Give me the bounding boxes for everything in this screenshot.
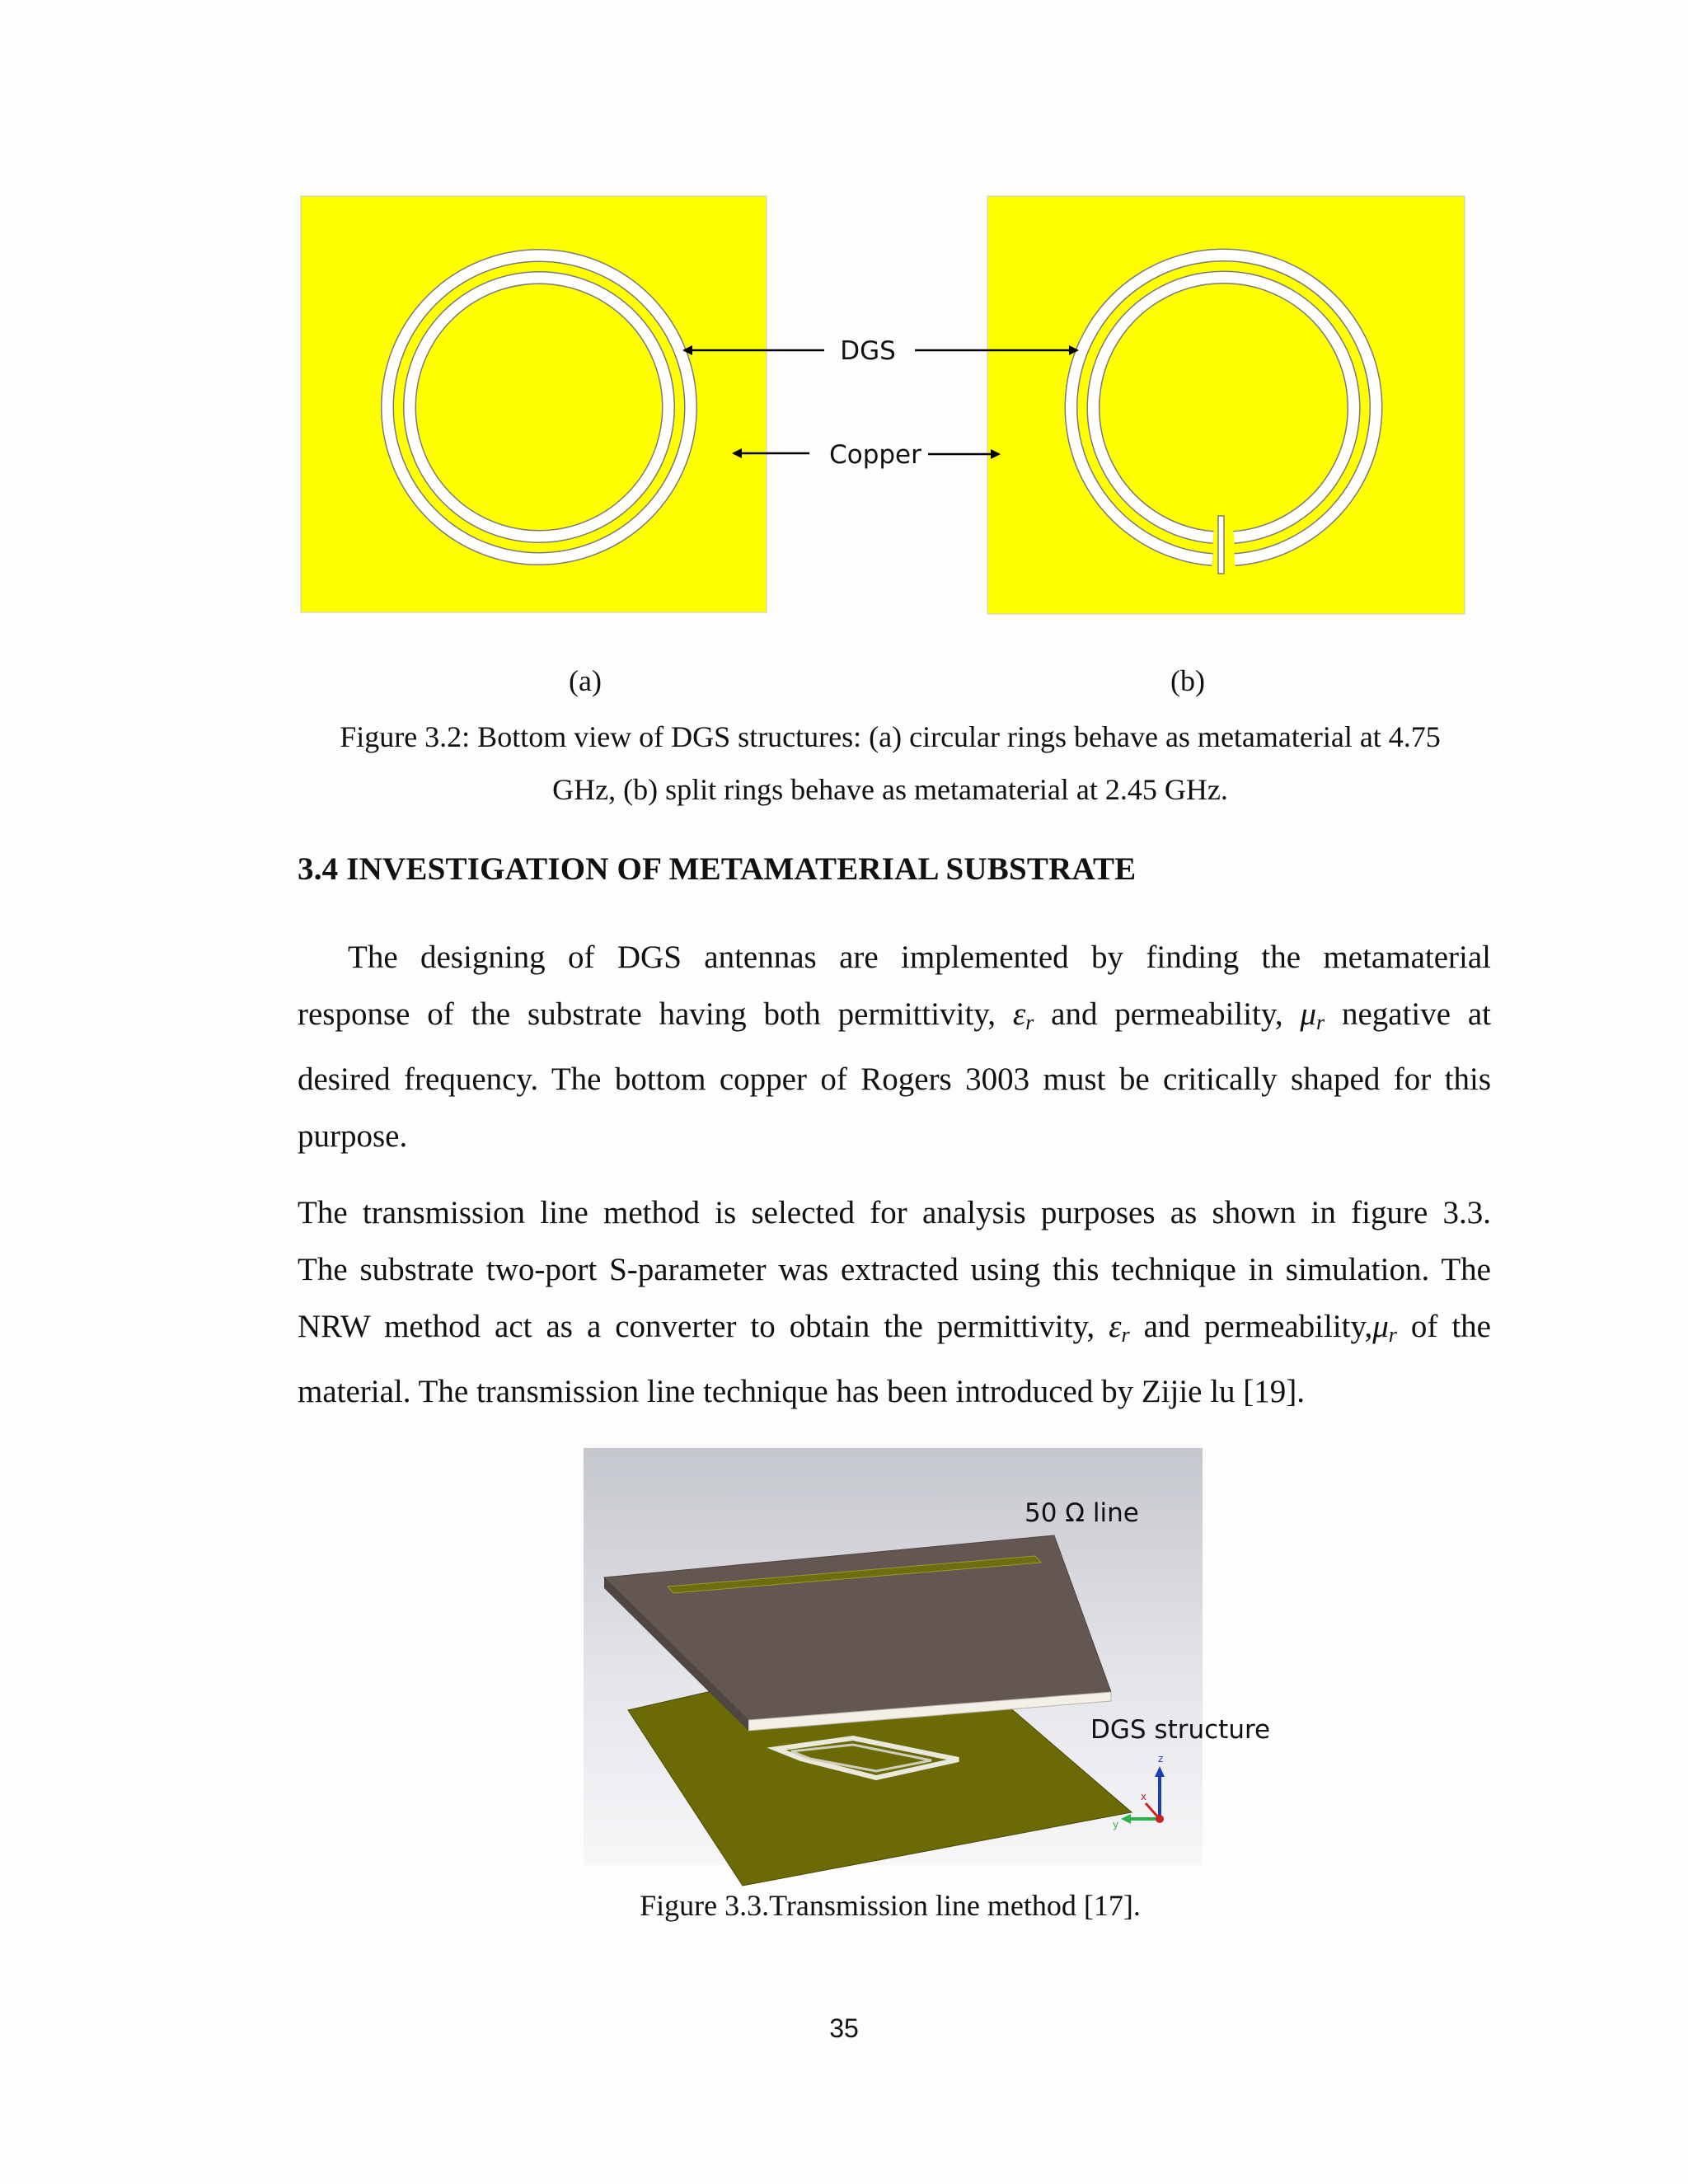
text: and permeability,	[1034, 996, 1301, 1032]
paragraph-1	[298, 929, 1491, 1165]
text: NRW method act as a converter to obtain the permittivity,	[298, 1309, 1109, 1344]
text: and permeability,	[1129, 1309, 1373, 1344]
mu-symbol: μ	[1372, 1309, 1389, 1344]
figure-3-2	[297, 196, 1477, 618]
epsilon-symbol: ε	[1012, 996, 1026, 1032]
text: negative at	[1325, 996, 1492, 1032]
copper-label: Copper	[829, 440, 921, 470]
paragraph-1-line-2	[298, 986, 1491, 1051]
axis-y-label: y	[1113, 1819, 1119, 1830]
epsilon-symbol: ε	[1109, 1309, 1122, 1344]
subscript-r: r	[1388, 1323, 1397, 1347]
axis-z-label: z	[1158, 1753, 1164, 1765]
paragraph-1-line-1: The designing of DGS antennas are implemented by finding the metamaterial	[348, 940, 1491, 975]
figure-3-3-caption: Figure 3.3.Transmission line method [17].	[640, 1889, 1141, 1922]
paragraph-1-line-4: purpose.	[298, 1118, 408, 1154]
paragraph-2-line-2: The substrate two-port S-parameter was extracted using this technique in simulation. The	[298, 1252, 1491, 1287]
figure-3-2-caption-line2: GHz, (b) split rings behave as metamaterial at 2.45 GHz.	[552, 773, 1228, 806]
figure-3-2-caption-line1: Figure 3.2: Bottom view of DGS structures: (a) circular rings behave as metamaterial at 4.75	[340, 720, 1441, 753]
paragraph-2	[298, 1184, 1491, 1420]
panel-a-circular-rings	[301, 196, 767, 612]
dgs-structure-label: DGS structure	[1090, 1715, 1271, 1745]
page-number: 35	[829, 2013, 859, 2043]
subscript-r: r	[1121, 1323, 1130, 1347]
subscript-r: r	[1316, 1010, 1325, 1034]
panel-b-split-rings	[987, 196, 1465, 614]
line-label: 50 Ω line	[1025, 1498, 1139, 1528]
text: response of the substrate having both permittivity,	[298, 996, 1013, 1032]
paragraph-2-line-4: material. The transmission line technique has been introduced by Zijie lu [19].	[298, 1374, 1306, 1409]
paragraph-2-line-1: The transmission line method is selected for analysis purposes as shown in figure 3.3.	[298, 1195, 1491, 1230]
paragraph-1-line-3: desired frequency. The bottom copper of Rogers 3003 must be critically shaped for this	[298, 1062, 1491, 1097]
section-heading: 3.4 INVESTIGATION OF METAMATERIAL SUBSTRATE	[298, 851, 1137, 887]
subcaption-a: (a)	[569, 664, 602, 697]
axis-x-label: x	[1141, 1791, 1147, 1802]
subcaption-b: (b)	[1170, 664, 1205, 697]
paragraph-2-line-3	[298, 1298, 1491, 1363]
dgs-label: DGS	[840, 336, 896, 366]
mu-symbol: μ	[1300, 996, 1316, 1032]
figure-3-3	[584, 1448, 1271, 1865]
subscript-r: r	[1025, 1010, 1034, 1034]
text: of the	[1396, 1309, 1491, 1344]
figure-3-2-caption	[264, 710, 1517, 816]
